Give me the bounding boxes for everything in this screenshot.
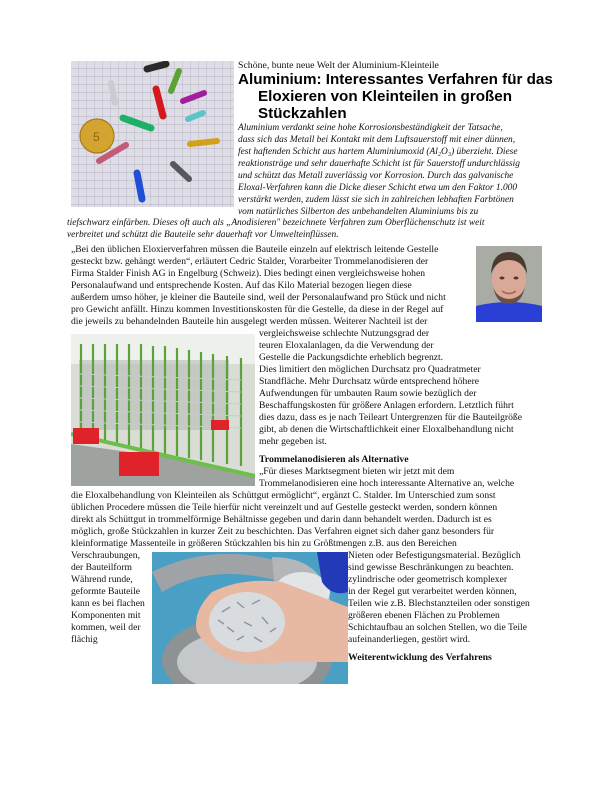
body-line: geformte Bauteile [71,586,140,597]
lead-line: und schützt das Metall zuverlässig vor Korrosion. Durch das galvanische [238,171,514,181]
body-line: teuren Eloxalanlagen, da die Verwendung der [259,340,434,351]
body-line: Firma Stalder Finish AG in Engelburg (Schweiz). Dies bedingt einen vergleichsweise hohen [71,268,426,279]
body-line: vergleichsweise schlechte Nutzungsgrad der [259,328,430,339]
body-line: mehr gegeben ist. [259,436,327,447]
body-line: direkt als Schüttgut in trommelförmige Behältnisse gegeben und darin dann behandelt werden. Dadurch ist es [71,514,492,525]
body-line: größeren ebenen Flächen zu Problemen [348,610,500,621]
subhead-trommelanodisieren: Trommelanodisieren als Alternative [259,454,409,465]
body-line: Beschaffungskosten für größere Anlagen erfordern. Letztlich führt [259,400,514,411]
nipples-photo [71,61,234,207]
body-line: Trommelanodisieren eine hoch interessante Alternative an, welche [259,478,515,489]
body-line: Aufwendungen für umbauten Raum sowie bezüglich der [259,388,477,399]
portrait-image [476,246,542,322]
article-title-line-1: Aluminium: Interessantes Verfahren für das [238,71,553,88]
svg-text:5: 5 [93,130,100,144]
body-line: aufeinanderliegen, gestört wird. [348,634,471,645]
body-line: Gestelle die Packungsdichte erheblich begrenzt. [259,352,444,363]
lead-line: tiefschwarz einfärben. Dieses oft auch als „Anodisieren" bezeichnete Verfahren zum Oberflächenschutz ist weit [67,218,485,228]
lead-line: verbreitet und schützt die Bauteile sehr dauerhaft vor Umwelteinflüssen. [67,230,339,240]
body-line: „Bei den üblichen Eloxierverfahren müssen die Bauteile einzeln auf elektrisch leitende Gestelle [71,244,439,255]
body-line: möglich, große Stückzahlen in kurzer Zeit zu beschichten. Das Verfahren eignet sich daher ganz besonders für [71,526,495,537]
body-line: pro Gewicht anfällt. Hinzu kommen Investitionskosten für die Gestelle, da diese in der Regel auf [71,304,444,315]
lead-line: vom natürliches Silberton des unbehandelten Aluminiums bis zu [238,207,479,217]
body-line: kleinformatige Massenteile in größeren Stückzahlen bis hin zu Größtmengen z.B. aus den Bereichen [71,538,457,549]
body-line: Personalaufwand und entsprechende Kosten. Auf das Kilo Material bezogen liegen diese [71,280,412,291]
body-line: Dies limitiert den möglichen Durchsatz pro Quadratmeter [259,364,481,375]
body-line: flächig [71,634,98,645]
body-line: Schichtaufbau an solchen Stellen, wo die Teile [348,622,527,633]
lead-line: fest haftenden Schicht aus hartem Aluminiumoxid (Al₂O₃) überzieht. Diese [238,147,518,157]
body-line: kommen, weil der [71,622,141,633]
body-line: „Für dieses Marktsegment bieten wir jetzt mit dem [259,466,455,477]
lead-line: reaktionsträge und sehr dauerhafte Schicht ist für Sauerstoff undurchlässig [238,159,520,169]
nipples-image [71,61,234,207]
racks-photo [71,334,255,486]
article-kicker: Schöne, bunte neue Welt der Aluminium-Kleinteile [238,60,439,71]
lead-line: Eloxal-Verfahren kann die Dicke dieser Schicht etwa um den Faktor 1.000 [238,183,518,193]
body-line: Nieten oder Befestigungsmaterial. Bezüglich [348,550,521,561]
body-line: gesteckt bzw. gehängt werden“, erläutert Cedric Stalder, Vorarbeiter Trommelanodisieren der [71,256,429,267]
body-line: die Eloxalbehandlung von Kleinteilen als Schüttgut ermöglicht“, ergänzt C. Stalder. Im Unterschied zum sonst [71,490,496,501]
body-line: außerdem umso höher, je kleiner die Bauteile sind, weil der Personalaufwand pro Stück und nicht [71,292,446,303]
hands-photo [152,552,348,684]
body-line: Verschraubungen, [71,550,140,561]
body-line: kann es bei flachen [71,598,145,609]
lead-line: verstärkt werden, zudem lässt sie sich in zahlreichen lebhaften Farbtönen [238,195,514,205]
body-line: Während runde, [71,574,133,585]
lead-line: Aluminium verdankt seine hohe Korrosionsbeständigkeit der Tatsache, [238,123,503,133]
racks-image [71,334,255,486]
lead-line: dass sich das Metall bei Kontakt mit dem Luftsauerstoff mit einer dünnen, [238,135,516,145]
hands-image [152,552,348,684]
body-line: gibt, ab denen die Wirtschaftlichkeit einer Eloxalbehandlung nicht [259,424,514,435]
body-line: Standfläche. Mehr Durchsatz würde entsprechend höhere [259,376,480,387]
article-title-line-2: Eloxieren von Kleinteilen in großen [258,88,513,105]
body-line: zylindrische oder geometrisch komplexer [348,574,508,585]
body-line: Komponenten mit [71,610,141,621]
subhead-weiterentwicklung: Weiterentwicklung des Verfahrens [348,652,492,663]
portrait-photo [476,246,542,322]
body-line: die jeweils zu behandelnden Bauteile hin ausgelegt werden müssen. Weiterer Nachteil ist der [71,316,428,327]
body-line: sind gewisse Beschränkungen zu beachten. [348,562,514,573]
body-line: üblichen Procedere müssen die Teile hierfür nicht vereinzelt und auf Gestelle gesteckt werden, sondern können [71,502,498,513]
body-line: in der Regel gut verarbeitet werden können, [348,586,517,597]
body-line: Teilen wie z.B. Blechstanzteilen oder sonstigen [348,598,530,609]
body-line: der Bauteilform [71,562,133,573]
article-title-line-3: Stückzahlen [258,105,347,122]
body-line: dies dazu, dass es je nach Teileart Untergrenzen für die Bauteilgröße [259,412,522,423]
